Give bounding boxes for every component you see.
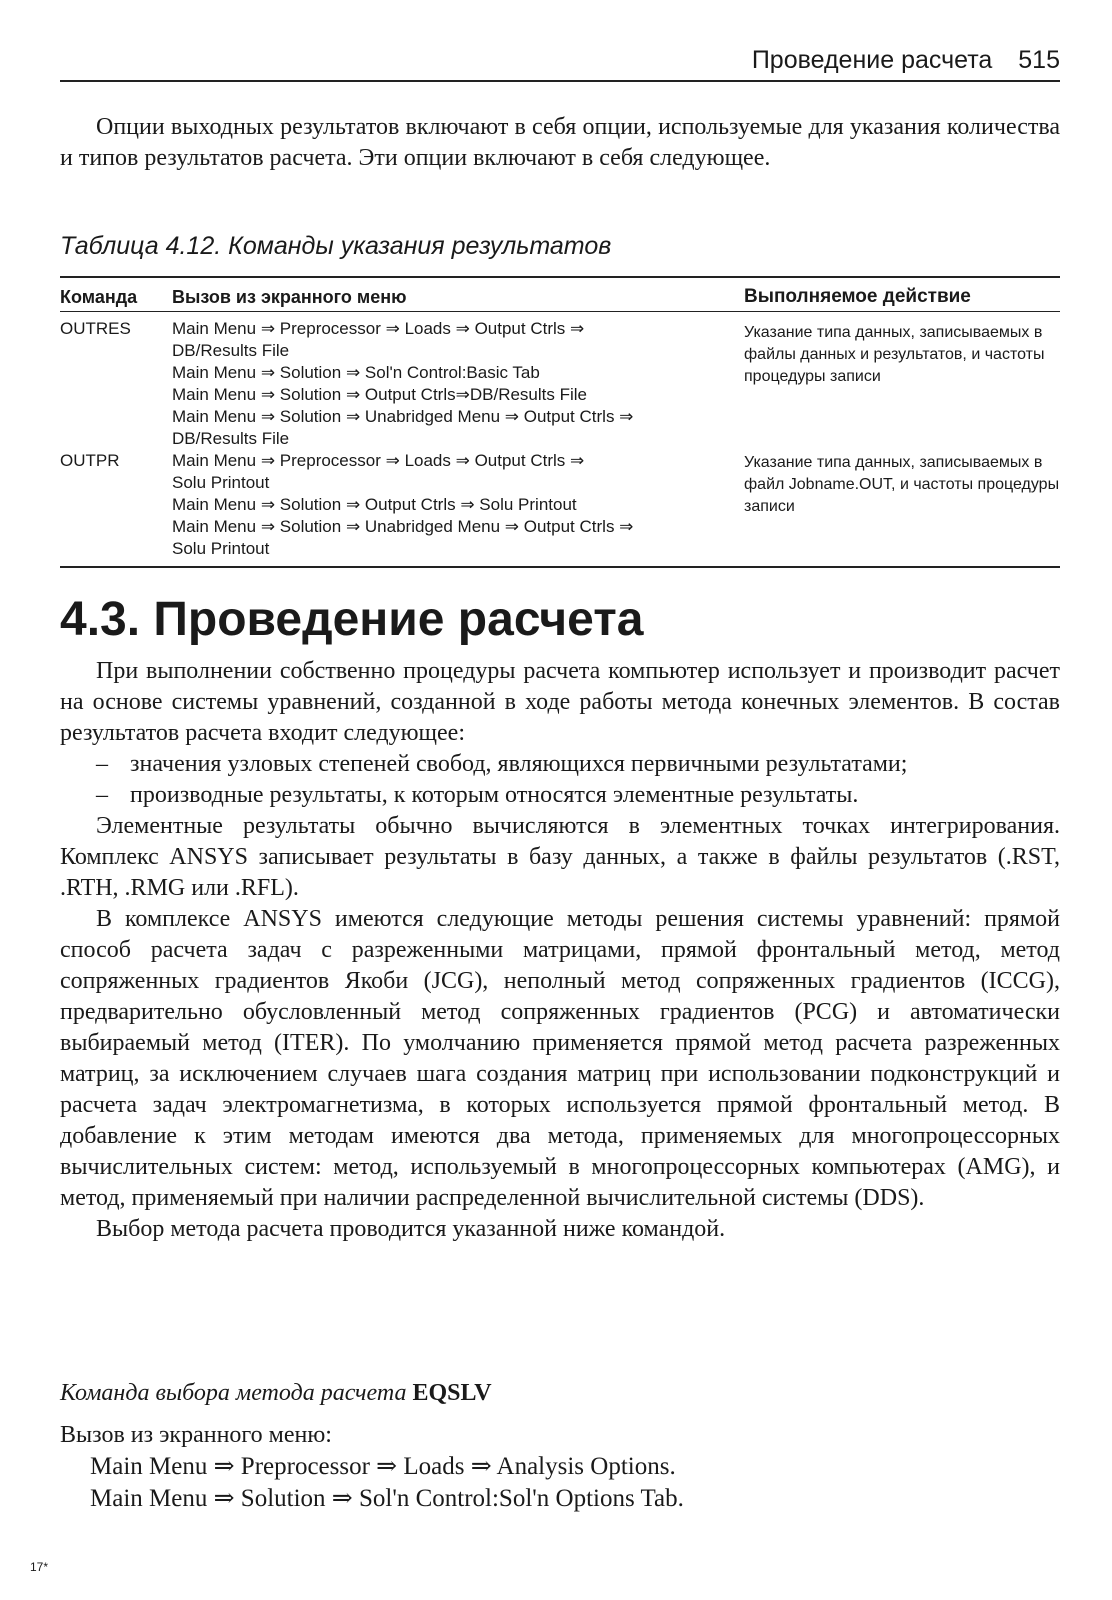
table-row [60,450,1060,566]
row-command: OUTRES [60,319,131,338]
body-paragraph: Элементные результаты обычно вычисляются в элементных точках интегрирования. Комплекс ANSYS записывает результаты в базу данных, а также в файлы результатов (.RST, .RTH, .RMG или .RFL). [60,813,1060,901]
menu-path-line: Main Menu ⇒ Solution ⇒ Unabridged Menu ⇒ Output Ctrls ⇒ [172,517,634,536]
table-caption: Таблица 4.12. Команды указания результатов [60,232,612,260]
menu-path-line: DB/Results File [172,429,290,448]
menu-path-line: Solu Printout [172,539,270,558]
row-command: OUTPR [60,451,120,470]
header-title: Проведение расчета [751,46,993,74]
command-name: EQSLV [412,1380,492,1406]
table-row [60,312,1060,450]
header-menu: Вызов из экранного меню [172,287,407,307]
results-commands-table [60,276,1060,568]
row-menu [172,318,744,450]
section-heading: 4.3. Проведение расчета [60,593,644,646]
menu-path-line: Solu Printout [172,473,270,492]
header-command: Команда [60,287,138,307]
menu-path-line: Main Menu ⇒ Preprocessor ⇒ Loads ⇒ Analysis Options. [90,1453,676,1480]
command-title [60,1378,1060,1409]
menu-intro: Вызов из экранного меню: [60,1422,332,1448]
list-item-text: значения узловых степеней свобод, являющихся первичными результатами; [130,751,908,777]
list-item: – значения узловых степеней свобод, являющихся первичными результатами; [96,751,908,777]
menu-path-line: Main Menu ⇒ Solution ⇒ Output Ctrls⇒DB/Results File [172,385,587,404]
menu-path-line: Main Menu ⇒ Solution ⇒ Sol'n Control:Sol'n Options Tab. [90,1485,684,1512]
row-menu [172,450,744,560]
table-header-row [60,278,1060,312]
menu-path-line: Main Menu ⇒ Solution ⇒ Sol'n Control:Basic Tab [172,363,540,382]
list-item: – производные результаты, к которым относятся элементные результаты. [96,782,859,808]
body-paragraph: При выполнении собственно процедуры расчета компьютер использует и производит расчет на основе системы уравнений, созданной в ходе работы метода конечных элементов. В состав результатов расчета входит следующее: [60,658,1060,746]
intro-paragraph: Опции выходных результатов включают в себя опции, используемые для указания количества и типов результатов расчета. Эти опции включают в себя следующее. [60,114,1060,171]
body-paragraph: Выбор метода расчета проводится указанной ниже командой. [96,1216,726,1242]
signature-mark: 17* [30,1560,49,1574]
section-body [60,656,1060,1245]
running-header [60,40,1060,82]
command-menu-block [60,1420,1060,1515]
menu-path-line: DB/Results File [172,341,290,360]
row-action: Указание типа данных, записываемых в файл Jobname.OUT, и частоты процедуры записи [744,454,1060,515]
menu-path-line: Main Menu ⇒ Solution ⇒ Output Ctrls ⇒ Solu Printout [172,495,577,514]
results-list [60,749,1060,811]
body-paragraph: В комплексе ANSYS имеются следующие методы решения системы уравнений: прямой способ расчета задач с разреженными матрицами, прямой фронтальный метод, метод сопряженных градиентов Якоби (JCG), неполный метод сопряженных градиентов (ICCG), предварительно обусловленный метод сопряженных градиентов (PCG) и автоматически выбираемый метод (ITER). По умолчанию применяется прямой метод расчета разреженных матриц, за исключением случаев шага создания матриц при использовании подконструкций и расчета задач электромагнетизма, в которых используется прямой фронтальный метод. В добавление к этим методам имеются два метода, применяемых для многопроцессорных вычислительных систем: метод, используемый в многопроцессорных компьютерах (AMG), и метод, применяемый при наличии распределенной вычислительной системы (DDS). [60,906,1060,1211]
list-item-text: производные результаты, к которым относятся элементные результаты. [130,782,859,808]
menu-path-line: Main Menu ⇒ Preprocessor ⇒ Loads ⇒ Output Ctrls ⇒ [172,319,585,338]
menu-path-line: Main Menu ⇒ Preprocessor ⇒ Loads ⇒ Output Ctrls ⇒ [172,451,585,470]
row-action: Указание типа данных, записываемых в файлы данных и результатов, и частоты процедуры записи [744,324,1045,385]
command-title-label: Команда выбора метода расчета [60,1380,407,1406]
header-action: Выполняемое действие [744,286,971,307]
page-number: 515 [1018,46,1060,74]
menu-path-line: Main Menu ⇒ Solution ⇒ Unabridged Menu ⇒ Output Ctrls ⇒ [172,407,634,426]
intro-section [60,112,1060,174]
